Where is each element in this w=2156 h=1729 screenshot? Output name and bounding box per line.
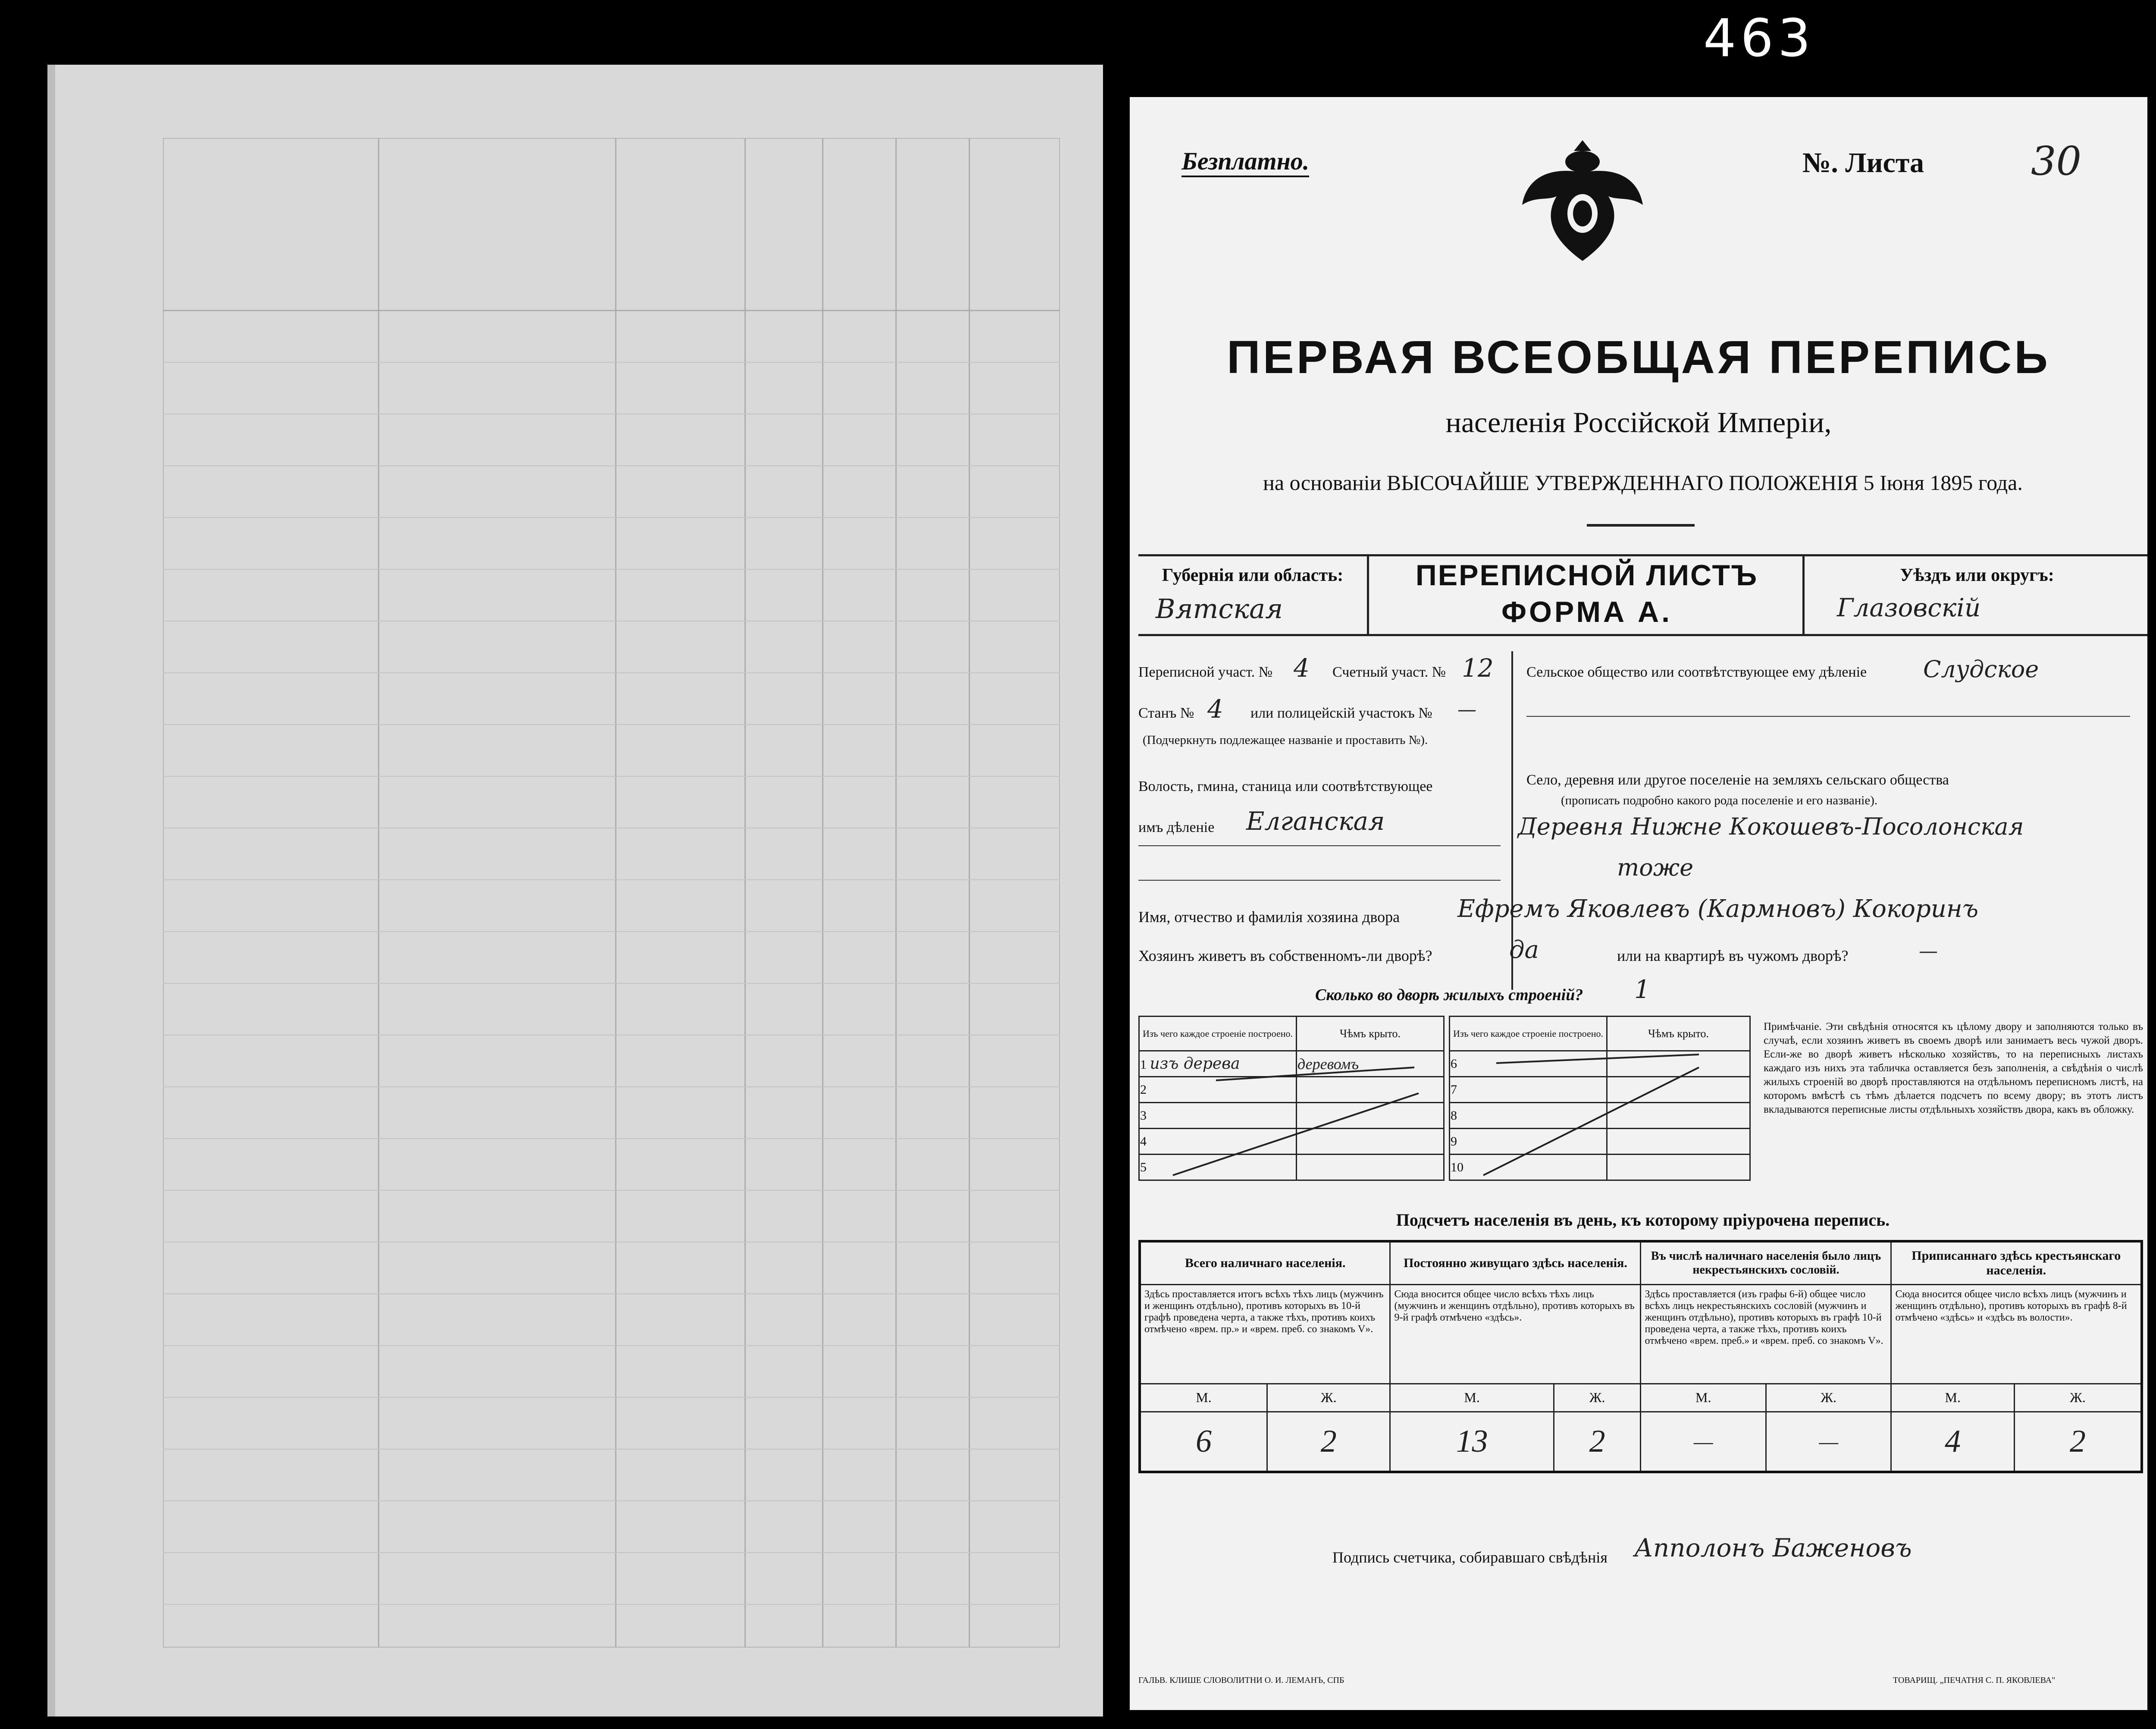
sheet-number-value: 30 xyxy=(2031,138,2082,184)
pop-col-header-permanent: Постоянно живущаго здѣсь населенія. xyxy=(1390,1241,1641,1284)
owner-residence-value: да xyxy=(1509,936,1539,964)
left-page-grid xyxy=(163,138,1060,1647)
village-value-2: тоже xyxy=(1617,854,1694,881)
male-label: М. xyxy=(1140,1384,1267,1412)
village-label: Село, деревня или другое поселеніе на земляхъ сельскаго общества xyxy=(1526,772,1949,788)
pop-col-desc-registered: Сюда вносится общее число всѣхъ лицъ (мужчинъ и женщинъ отдѣльно), противъ которыхъ въ графѣ 8-й отмѣчено «здѣсь» и «здѣсь въ волости». xyxy=(1891,1284,2142,1384)
sheet-number-label: №. Листа xyxy=(1802,147,1924,179)
stan-note: (Подчеркнуть подлежащее названіе и проставить №). xyxy=(1143,733,1428,747)
volost-label: Волость, гмина, станица или соотвѣтствующее xyxy=(1138,778,1433,794)
enumerator-signature: Апполонъ Баженовъ xyxy=(1634,1533,1912,1563)
male-label: М. xyxy=(1390,1384,1554,1412)
pop-col-header-total: Всего наличнаго населенія. xyxy=(1140,1241,1390,1284)
male-label: М. xyxy=(1641,1384,1766,1412)
police-district-value: — xyxy=(1457,699,1476,721)
imperial-eagle-emblem xyxy=(1518,132,1647,274)
census-district-label: Переписной участ. № xyxy=(1138,664,1273,680)
left-page xyxy=(47,65,1103,1716)
registered-female-count: 2 xyxy=(2014,1412,2142,1472)
ornament-divider xyxy=(1587,524,1695,527)
uezd-label: Уѣздъ или округъ: xyxy=(1900,565,2054,585)
female-label: Ж. xyxy=(1766,1384,1891,1412)
census-form-page xyxy=(1130,97,2147,1710)
roof-value: деревомъ xyxy=(1297,1051,1444,1077)
buildings-note: Примѣчаніе. Эти свѣдѣнія относятся къ цѣлому двору и заполняются только въ случаѣ, если хозяинъ живетъ въ своемъ дворѣ или занимаетъ весь чужой дворъ. Если-же во дворѣ живетъ нѣсколько хозяйствъ, то на переписныхъ листахъ каждаго изъ нихъ эта табличка оставляется безъ заполненія, а свѣдѣнія о числѣ жилыхъ строеній во дворѣ проставляются на отдѣльномъ переписномъ листѣ, на которомъ вмѣстѣ съ тѣмъ дѣлается подсчетъ по всему двору; въ этотъ листъ вкладываются переписные листы отдѣльныхъ хозяйствъ двора, какъ въ обложку. xyxy=(1764,1021,2143,1115)
enumerator-signature-label: Подпись счетчика, собиравшаго свѣдѣнія xyxy=(1332,1549,1608,1566)
owner-rent-label: или на квартирѣ въ чужомъ дворѣ? xyxy=(1617,947,1849,964)
pop-col-desc-permanent: Сюда вносится общее число всѣхъ тѣхъ лицъ (мужчинъ и женщинъ отдѣльно), противъ которыхъ въ 9-й графѣ отмѣчено «здѣсь». xyxy=(1390,1284,1641,1384)
owner-value: Ефремъ Яковлевъ (Кармновъ) Кокоринъ xyxy=(1457,895,1979,923)
stan-value: 4 xyxy=(1207,694,1223,724)
total-female-count: 2 xyxy=(1267,1412,1390,1472)
row-number: 1 xyxy=(1140,1057,1147,1072)
pop-col-desc-non-peasant: Здѣсь проставляется (изъ графы 6-й) общее число всѣхъ лицъ некрестьянскихъ сословій (мужчинъ и женщинъ отдѣльно), противъ которыхъ въ графѣ 10-й проведена черта, а также тѣхъ, противъ коихъ отмѣчено «врем. преб.» и «врем. преб. со знакомъ V». xyxy=(1641,1284,1891,1384)
roof-column-header: Чѣмъ крыто. xyxy=(1297,1017,1444,1051)
village-value: Деревня Нижне Кокошевъ-Посолонская xyxy=(1518,813,2024,840)
row-number: 2 xyxy=(1139,1077,1297,1103)
volost-underline xyxy=(1138,845,1501,846)
row-number: 3 xyxy=(1139,1103,1297,1129)
pop-col-desc-total: Здѣсь проставляется итогъ всѣхъ тѣхъ лицъ (мужчинъ и женщинъ отдѣльно), противъ которыхъ въ 10-й графѣ проведена черта, а также тѣхъ, противъ коихъ отмѣчено «врем. пр.» и «врем. преб. со знакомъ V». xyxy=(1140,1284,1390,1384)
footer-printer-left: ГАЛЬВ. КЛИШЕ СЛОВОЛИТНИ О. И. ЛЕМАНЪ, СПБ xyxy=(1138,1676,1344,1685)
owner-residence-label: Хозяинъ живетъ въ собственномъ-ли дворѣ? xyxy=(1138,947,1432,964)
gubernia-label: Губернія или область: xyxy=(1162,565,1344,585)
non-peasant-female-count: — xyxy=(1766,1412,1891,1472)
permanent-female-count: 2 xyxy=(1554,1412,1641,1472)
row-number: 4 xyxy=(1139,1129,1297,1155)
legal-basis-line: на основаніи ВЫСОЧАЙШЕ УТВЕРЖДЕННАГО ПОЛОЖЕНІЯ 5 Іюня 1895 года. xyxy=(1263,471,2023,495)
pop-col-header-registered: Приписаннаго здѣсь крестьянскаго населенія. xyxy=(1891,1241,2142,1284)
row-number: 6 xyxy=(1450,1051,1607,1077)
counting-district-value: 12 xyxy=(1462,653,1494,683)
male-label: М. xyxy=(1891,1384,2014,1412)
row-number: 9 xyxy=(1450,1129,1607,1155)
volost-value: Елганская xyxy=(1246,806,1385,836)
village-note: (прописать подробно какого рода поселеніе и его названіе). xyxy=(1561,794,1878,807)
form-main-title: ПЕРВАЯ ВСЕОБЩАЯ ПЕРЕПИСЬ xyxy=(1227,331,2050,383)
volost-underline-2 xyxy=(1138,880,1501,881)
region-divider-left xyxy=(1367,554,1369,636)
police-district-label: или полицейскій участокъ № xyxy=(1250,705,1432,721)
form-subtitle: населенія Россійской Имперіи, xyxy=(1445,406,1832,439)
row-number: 8 xyxy=(1450,1103,1607,1129)
footer-printer-right: ТОВАРИЩ. „ПЕЧАТНЯ С. П. ЯКОВЛЕВА" xyxy=(1893,1676,2056,1685)
society-value: Слудское xyxy=(1923,656,2039,683)
row-number: 10 xyxy=(1450,1155,1607,1180)
row-number: 5 xyxy=(1139,1155,1297,1180)
material-value: изъ дерева xyxy=(1150,1055,1240,1073)
region-bottom-rule xyxy=(1138,634,2147,636)
archive-page-number: 463 xyxy=(1703,9,1815,69)
uezd-value: Глазовскій xyxy=(1837,593,1981,622)
strike-through-marks xyxy=(1138,1016,1751,1184)
owner-rent-value: — xyxy=(1919,940,1938,962)
free-label: Безплатно. xyxy=(1181,147,1309,177)
owner-label: Имя, отчество и фамилія хозяина двора xyxy=(1138,908,1400,926)
pop-col-header-non-peasant: Въ числѣ наличнаго населенія было лицъ некрестьянскихъ сословій. xyxy=(1641,1241,1891,1284)
row-number: 7 xyxy=(1450,1077,1607,1103)
material-column-header: Изъ чего каждое строеніе построено. xyxy=(1139,1017,1297,1051)
stan-label: Станъ № xyxy=(1138,705,1194,721)
permanent-male-count: 13 xyxy=(1390,1412,1554,1472)
region-divider-right xyxy=(1802,554,1805,636)
society-label: Сельское общество или соотвѣтствующее ему дѣленіе xyxy=(1526,664,1867,680)
population-section-title: Подсчетъ населенія въ день, къ которому пріурочена перепись. xyxy=(1396,1210,1890,1230)
female-label: Ж. xyxy=(1554,1384,1641,1412)
form-name: ПЕРЕПИСНОЙ ЛИСТЪ xyxy=(1415,559,1758,592)
form-variant: ФОРМА А. xyxy=(1501,596,1673,628)
registered-male-count: 4 xyxy=(1891,1412,2014,1472)
buildings-count-label: Сколько во дворѣ жилыхъ строеній? xyxy=(1315,986,1583,1004)
buildings-count-value: 1 xyxy=(1634,975,1650,1004)
material-column-header: Изъ чего каждое строеніе построено. xyxy=(1450,1017,1607,1051)
census-district-value: 4 xyxy=(1294,653,1310,683)
counting-district-label: Счетный участ. № xyxy=(1332,664,1446,680)
non-peasant-male-count: — xyxy=(1641,1412,1766,1472)
volost-label-2: имъ дѣленіе xyxy=(1138,819,1215,835)
gubernia-value: Вятская xyxy=(1156,593,1283,624)
society-underline xyxy=(1526,716,2130,717)
total-male-count: 6 xyxy=(1140,1412,1267,1472)
female-label: Ж. xyxy=(1267,1384,1390,1412)
roof-column-header: Чѣмъ крыто. xyxy=(1607,1017,1750,1051)
female-label: Ж. xyxy=(2014,1384,2142,1412)
region-top-rule xyxy=(1138,554,2147,556)
population-table xyxy=(1138,1240,2143,1473)
